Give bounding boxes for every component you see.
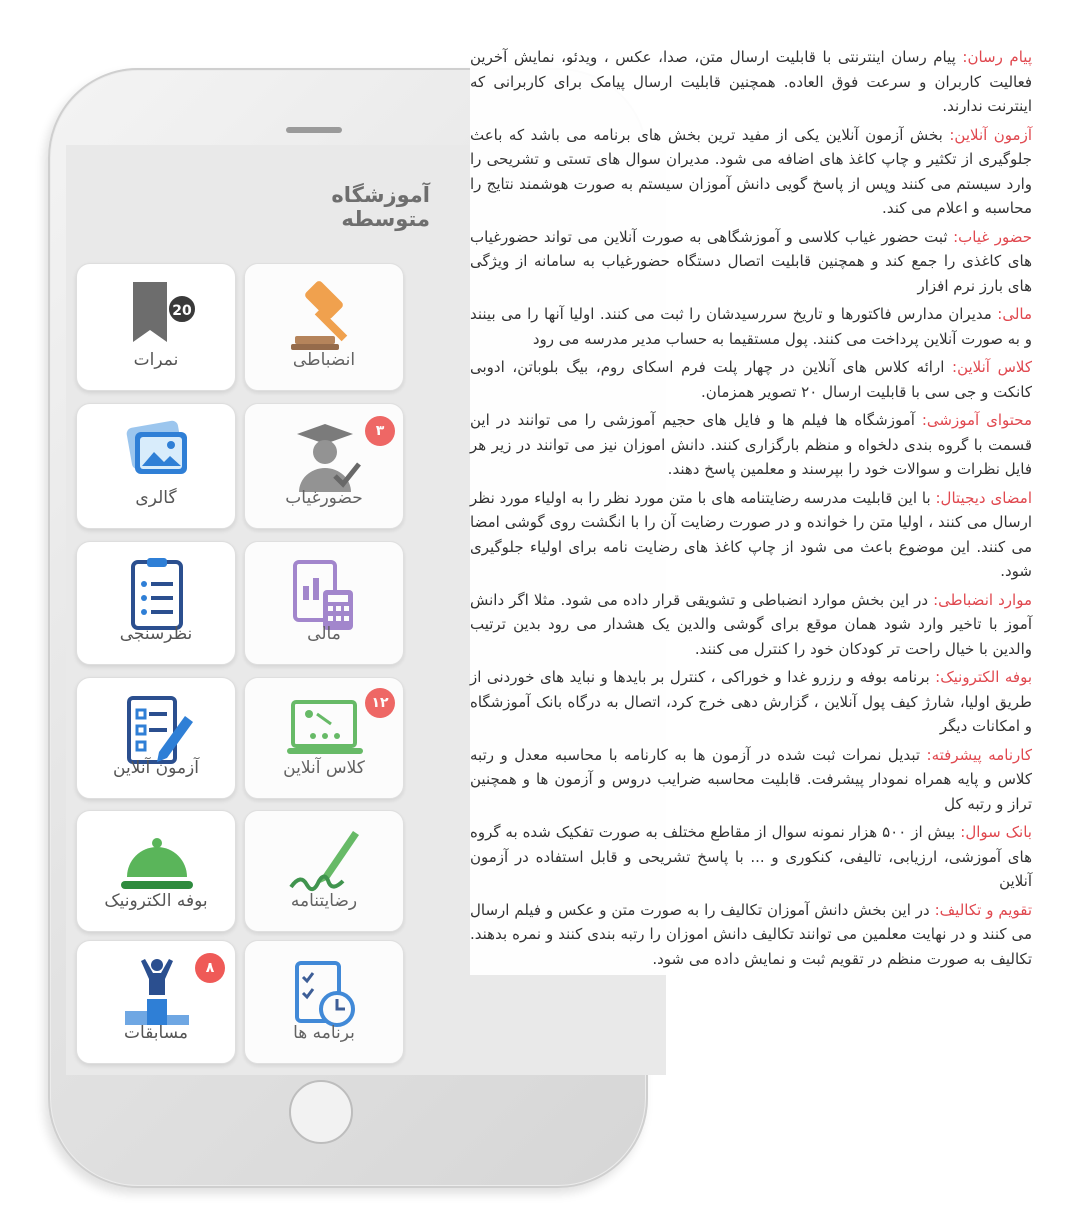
feature-body: پیام رسان اینترنتی با قابلیت ارسال متن، صدا، عکس ، ویدئو، نمایش آخرین فعالیت کاربران و سرعت فوق العاده. همچنین قابلیت ارسال پیامک برای کاربرانی که اینترنت ندارند. [470, 48, 1032, 115]
tile-label: نظرسنجی [119, 624, 193, 644]
feature-heading: امضای دیجیتال: [935, 488, 1033, 507]
graduate-check-icon [283, 418, 367, 498]
feature-heading: آزمون آنلاین: [949, 125, 1032, 144]
feature-body: بیش از ۵۰۰ هزار نمونه سوال از مقاطع مختلف به صورت تفکیک شده به گروه های آموزشی، ارزیابی، تالیفی، کنکوری و ... با پاسخ تشریحی و قابل استفاده در آزمون آنلاین [470, 823, 1032, 890]
tile-finance[interactable] [244, 541, 404, 665]
tile-competitions[interactable] [76, 940, 236, 1064]
feature-heading: بانک سوال: [960, 823, 1032, 841]
tile-label: کلاس آنلاین [283, 758, 365, 778]
feature-educational-content [470, 408, 1032, 482]
feature-heading: حضور غیاب: [953, 227, 1032, 246]
feature-body: آموزشگاه ها فیلم ها و فایل های حجیم آموزشی را می توانند در این قسمت با گروه بندی دلخواه و منظم بارگزاری کنند. دانش اموزان نیز می توانند در زیر هر فایل نظرات و سوالات خود را بپرسند و معلمین پاسخ دهند. [470, 411, 1032, 478]
phone-speaker [286, 127, 342, 133]
feature-online-class [470, 355, 1032, 404]
feature-question-bank [470, 820, 1032, 894]
feature-heading: بوفه الکترونیک: [935, 668, 1032, 686]
feature-body: ارائه کلاس های آنلاین در چهار پلت فرم اسکای روم، بیگ بلوباتن، ادوبی کانکت و جی سی با قابلیت ارسال ۲۰ تصویر همزمان. [470, 358, 1032, 401]
grades-badge: 20 [167, 294, 197, 324]
feature-discipline [470, 588, 1032, 662]
tile-label: آزمون آنلاین [113, 758, 199, 778]
feature-heading: موارد انضباطی: [933, 590, 1032, 609]
feature-body: ثبت حضور غیاب کلاسی و آموزشگاهی به صورت آنلاین می تواند حضورغیاب های کاغذی را جمع کند و همچنین قابلیت اتصال دستگاه حضورغیاب به سامانه از ویژگی های بارز نرم افزار [470, 227, 1032, 295]
tile-label: انضباطی [292, 350, 356, 370]
feature-finance [470, 302, 1032, 351]
feature-body: با این قابلیت مدرسه رضایتنامه های با متن مورد نظر را به اولیاء مورد نظر ارسال می کنند ، اولیا متن را خوانده و در صورت رضایت آن را با انگشت روی گوشی امضا می کنند. این موضوع باعث می شود از چاپ کاغذ های رضایت نامه برای اولیاء جلوگیری شود. [470, 488, 1032, 580]
attendance-badge: ۳ [365, 416, 395, 446]
tile-gallery[interactable] [76, 403, 236, 529]
online-class-badge: ۱۲ [365, 688, 395, 718]
tile-label: برنامه ها [293, 1023, 355, 1043]
feature-online-exam [470, 123, 1032, 221]
feature-heading: مالی: [997, 305, 1032, 323]
tile-grades[interactable] [76, 263, 236, 391]
tile-label: مسابقات [124, 1023, 188, 1043]
feature-body: تبدیل نمرات ثبت شده در آزمون ها به کارنامه با محاسبه معدل و رتبه کلاس و پایه همراه نمودار پیشرفت. قابلیت محاسبه ضرایب دروس و آزمون ها و همچنین تراز و رتبه کل [470, 745, 1032, 813]
features-description [470, 45, 1032, 975]
tile-label: رضایتنامه [290, 891, 358, 911]
feature-heading: تقویم و تکالیف: [934, 900, 1032, 919]
tile-consent-form[interactable] [244, 810, 404, 932]
home-button[interactable] [289, 1080, 353, 1144]
competitions-badge: ۸ [195, 953, 225, 983]
feature-attendance [470, 225, 1032, 299]
gallery-icon [115, 418, 199, 498]
feature-body: در این بخش دانش آموزان تکالیف را به صورت متن و عکس و فیلم ارسال می کنند و در نهایت معلمین می توانند تکالیف دانش اموزان را رتبه بندی کنند و نمره بدهند. تکالیف به صورت منظم در تقویم ثبت و نمایش داده می شود. [470, 900, 1032, 968]
tile-online-exam[interactable] [76, 677, 236, 799]
tile-label: بوفه الکترونیک [104, 891, 208, 911]
tile-label: مالی [307, 624, 341, 644]
feature-body: مدیران مدارس فاکتورها و تاریخ سررسیدشان را ثبت می کنند. اولیا آنها را می بینند و به صورت آنلاین پرداخت می کنند. پول مستقیما به حساب مدیر مدرسه می رود [470, 305, 1032, 348]
feature-body: برنامه بوفه و رزرو غدا و خوراکی ، کنترل بر بایدها و نباید های خوردنی از طریق اولیا، شارژ کیف پول آنلاین ، گزارش دهی خرج کرد، اتصال به درگاه بانک آموزشگاه و امکانات دیگر [470, 668, 1032, 735]
feature-calendar-homework [470, 898, 1032, 972]
feature-report-card [470, 743, 1032, 817]
feature-heading: محتوای آموزشی: [921, 411, 1032, 429]
feature-messenger [470, 45, 1032, 119]
tile-label: حضورغیاب [285, 488, 363, 508]
tile-label: گالری [135, 488, 177, 508]
feature-body: در این بخش موارد انضباطی و تشویقی قرار داده می شود. مثلا اگر دانش آموز با تاخیر وارد شود همان موقع برای گوشی والدین یک هشدار می رود بدین ترتیب والدین با خیال راحت تر کودکان خود را کنترل می کنند. [470, 590, 1032, 658]
app-title: آموزشگاه متوسطه [331, 183, 430, 231]
feature-body: بخش آزمون آنلاین یکی از مفید ترین بخش های برنامه می باشد که باعث جلوگیری از تکثیر و چاپ کاغذ های اضافه می شود. مدیران سوال های تستی و تشریحی را وارد سیستم می کنند وپس از پاسخ گویی دانش آموزان سیستم به صورت هوشمند نتایج را محاسبه و اعلام می کند. [470, 125, 1032, 217]
feature-e-buffet [470, 665, 1032, 739]
tile-e-buffet[interactable] [76, 810, 236, 932]
tile-online-class[interactable] [244, 677, 404, 799]
feature-digital-signature [470, 486, 1032, 584]
tile-schedules[interactable] [244, 940, 404, 1064]
feature-heading: پیام رسان: [962, 48, 1032, 66]
gavel-icon [283, 278, 367, 358]
tile-label: نمرات [133, 350, 179, 370]
feature-heading: کلاس آنلاین: [952, 358, 1032, 376]
tile-discipline[interactable] [244, 263, 404, 391]
feature-heading: کارنامه پیشرفته: [926, 745, 1032, 764]
tile-attendance[interactable] [244, 403, 404, 529]
tile-survey[interactable] [76, 541, 236, 665]
